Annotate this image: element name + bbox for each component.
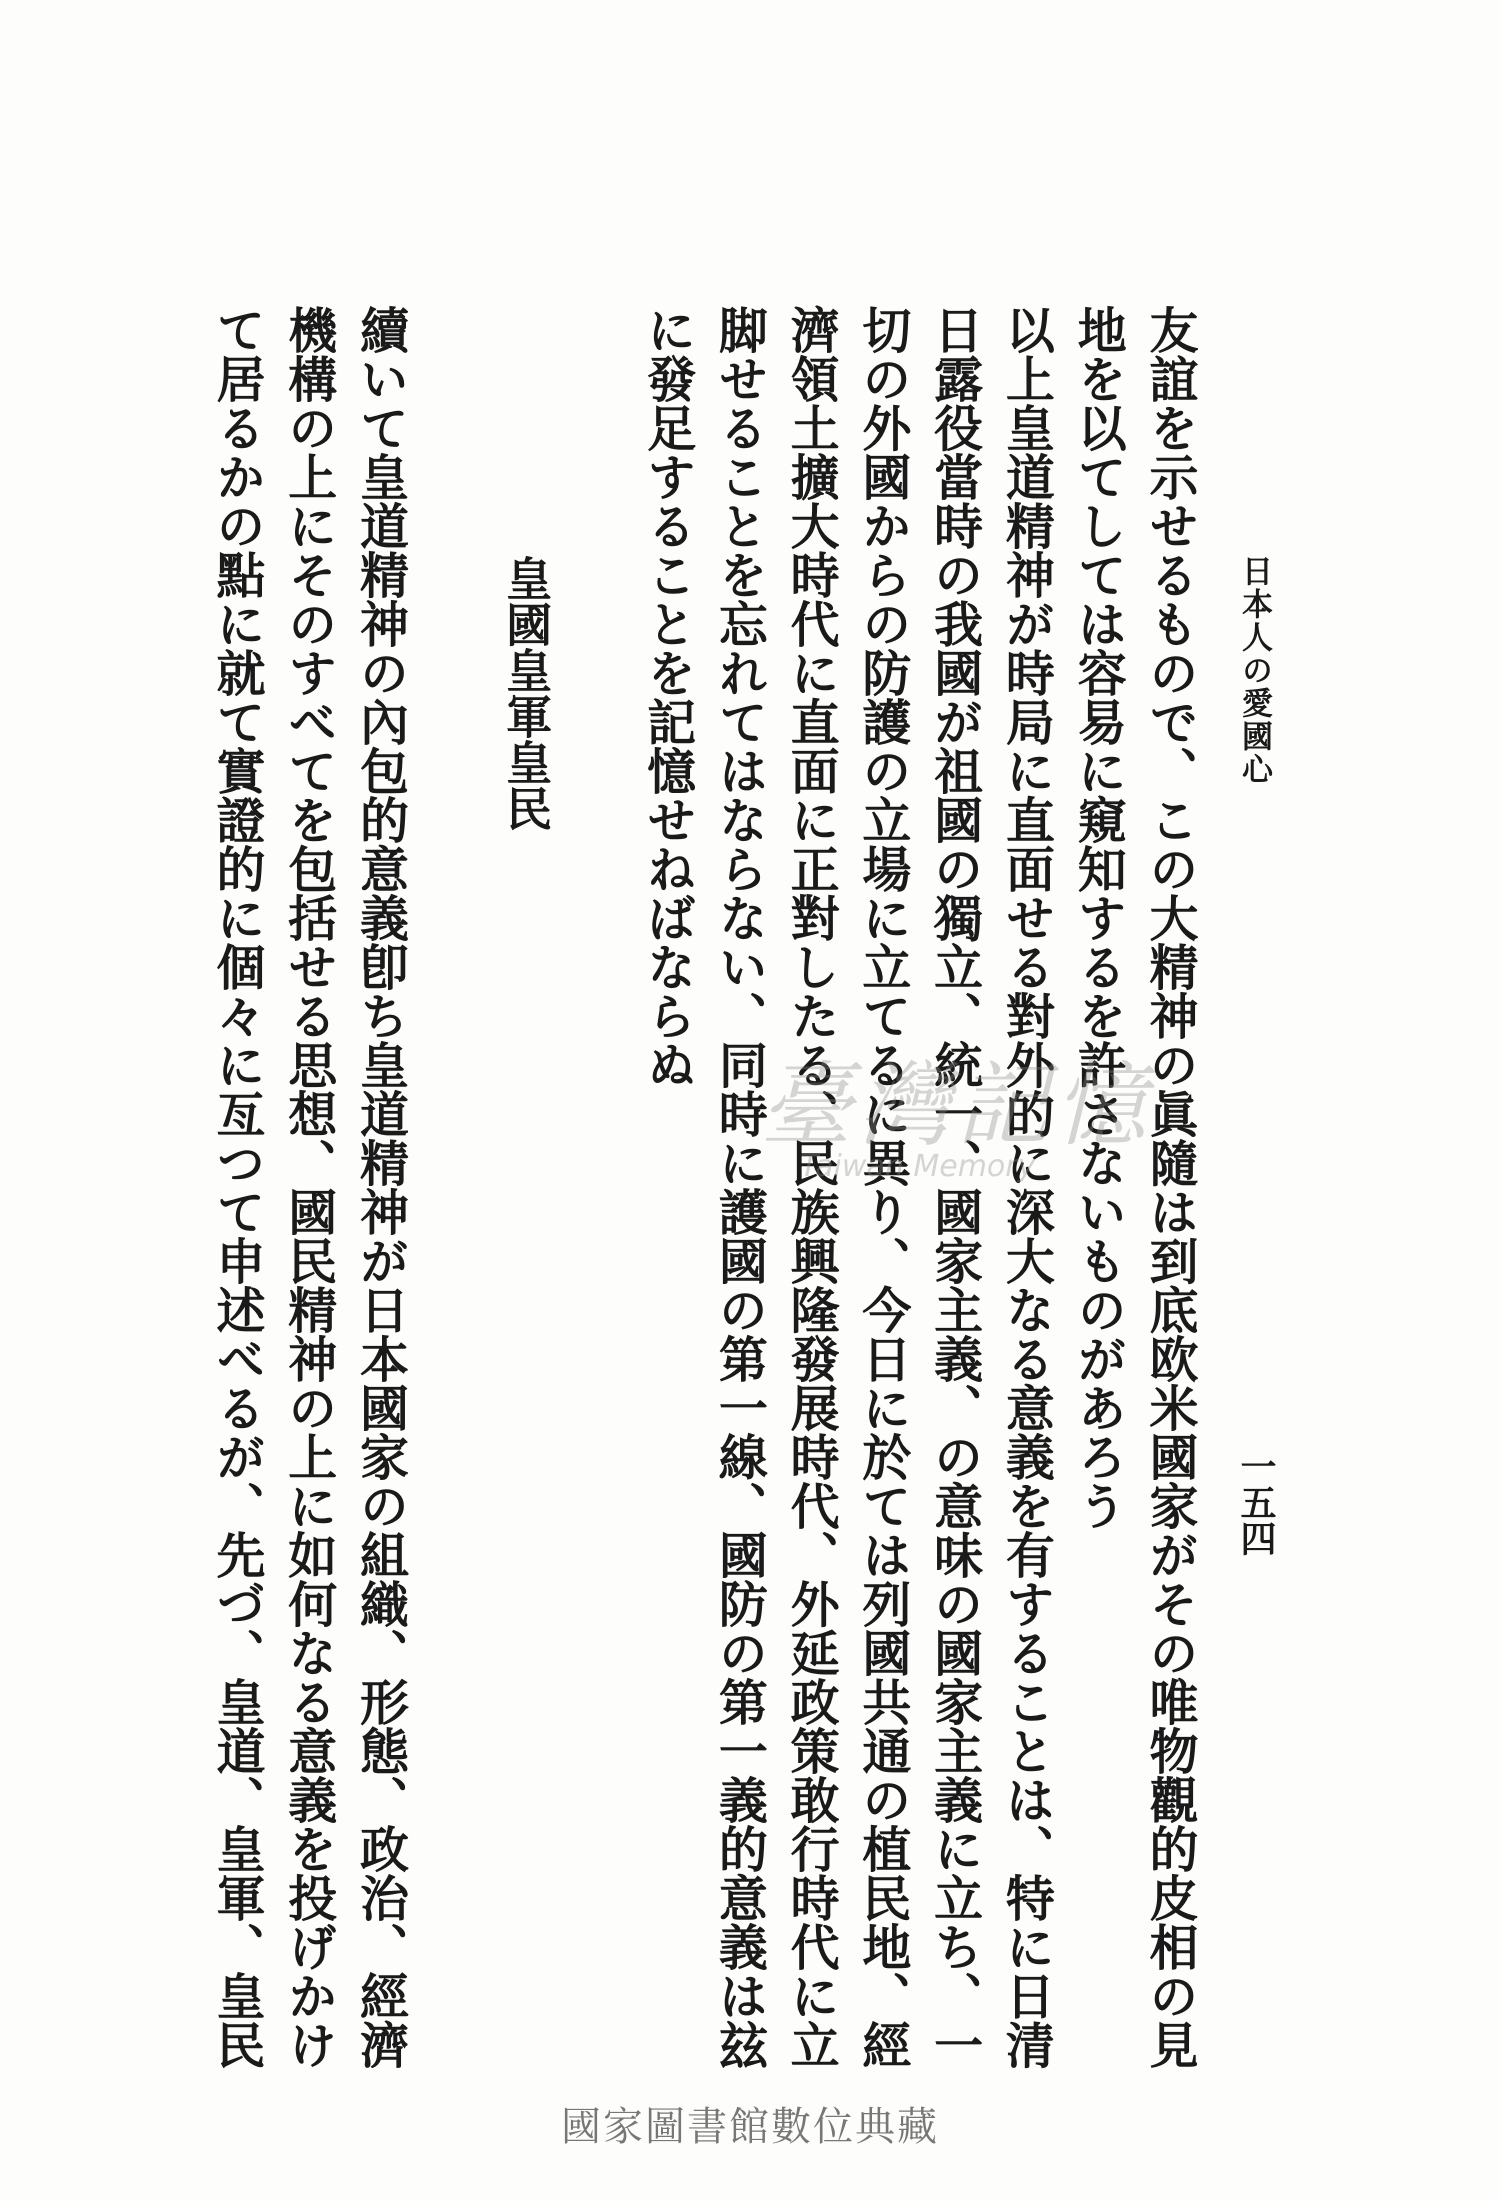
- text-line-11: て居るかの點に就て實證的に個々に亙つて申述べるが、先づ、皇道、皇軍、皇民: [209, 305, 267, 2069]
- vertical-body-text: [209, 305, 1200, 2069]
- blank-line: [569, 305, 621, 1915]
- text-line-8: に發足することを記憶せねばならぬ: [639, 305, 698, 1089]
- watermark-latin-text: Taiwan Memory: [800, 1149, 1036, 1184]
- text-line-10: 機構の上にそのすべてを包括せる思想、國民精神の上に如何なる意義を投げかけ: [280, 305, 339, 2069]
- text-line-7: 脚せることを忘れてはならない、同時に護國の第一線、國防の第一義的意義は玆: [711, 305, 770, 2069]
- text-line-1: 友誼を示せるもので、この大精神の眞隨は到底欧米國家がその唯物觀的皮相の見: [1141, 305, 1200, 2069]
- text-line-4: 日露役當時の我國が祖國の獨立、統一、國家主義、の意味の國家主義に立ち、一: [926, 305, 985, 2069]
- text-line-2: 地を以てしては容易に窺知するを許さないものがあろう: [1070, 305, 1129, 1530]
- page-number: 一五四: [1235, 1448, 1277, 1556]
- running-title: 日本人の愛國心: [1236, 555, 1272, 786]
- blank-line: [425, 305, 477, 1915]
- text-line-9: 續いて皇道精神の內包的意義卽ち皇道精神が日本國家の組織、形態、政治、經濟: [352, 305, 411, 2069]
- archive-footer: 國家圖書館數位典藏: [561, 2104, 939, 2150]
- section-heading: 皇國皇軍皇民: [499, 555, 554, 831]
- text-line-6: 濟領土擴大時代に直面に正對したる、民族興隆發展時代、外延政策敢行時代に立: [783, 305, 842, 2069]
- watermark-cjk-text: 臺灣記憶: [760, 1052, 1153, 1159]
- text-line-3: 以上皇道精神が時局に直面せる對外的に深大なる意義を有することは、特に日清: [998, 305, 1057, 2069]
- text-line-5: 切の外國からの防護の立場に立てるに異り、今日に於ては列國共通の植民地、經: [854, 305, 913, 2069]
